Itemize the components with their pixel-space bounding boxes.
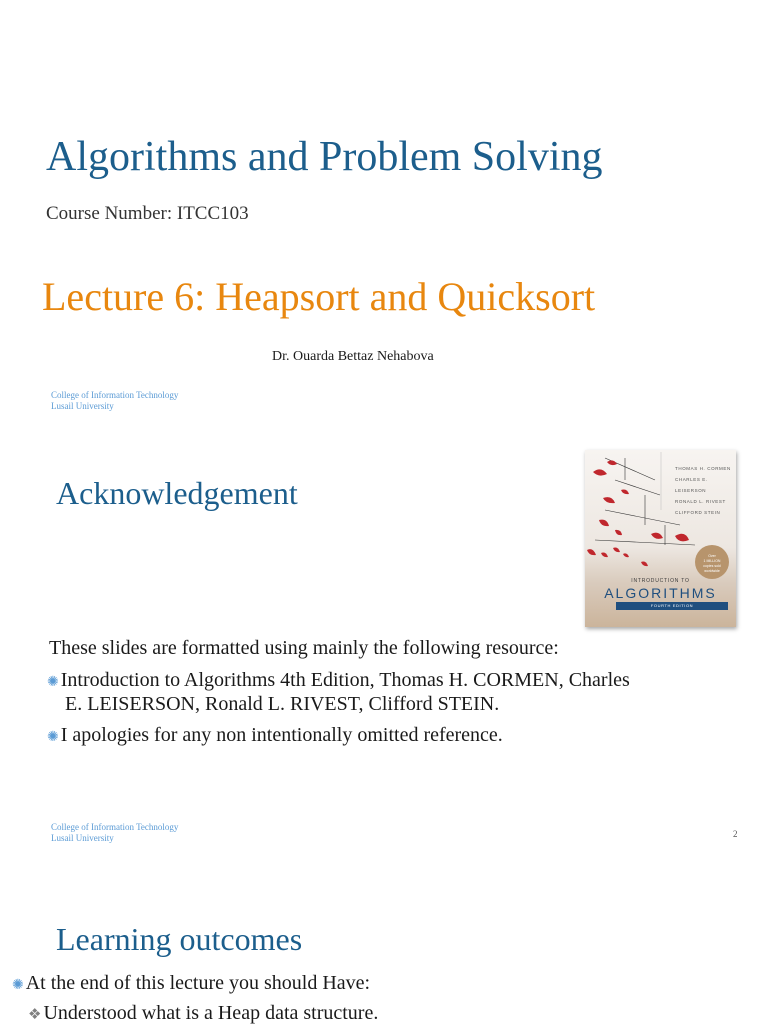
sub-list-item: ❖ Understood what is a Heap data structure. [28,1002,379,1024]
title-slide [0,0,768,432]
course-number: Course Number: ITCC103 [46,203,249,224]
book-edition: FOURTH EDITION [616,602,728,610]
author-name: Dr. Ouarda Bettaz Nehabova [272,349,434,364]
acknowledgement-intro: These slides are formatted using mainly the following resource: [49,637,559,659]
learning-outcomes-heading: Learning outcomes [56,921,303,957]
list-item: ✺ I apologies for any non intentionally omitted reference. [47,724,503,746]
acknowledgement-heading: Acknowledgement [56,475,298,511]
starburst-bullet-icon: ✺ [12,977,24,993]
starburst-bullet-icon: ✺ [47,729,59,745]
lecture-title: Lecture 6: Heapsort and Quicksort [42,274,596,319]
starburst-bullet-icon: ✺ [47,674,59,690]
book-badge: Over 1 MILLION copies sold worldwide [695,545,729,579]
book-title: ALGORITHMS [604,585,717,601]
diamond-bullet-icon: ❖ [28,1005,42,1023]
book-authors: THOMAS H. CORMEN CHARLES E. LEISERSON RONALD L. RIVEST CLIFFORD STEIN [675,466,731,515]
footer-college: College of Information Technology [51,822,179,832]
book-intro-text: INTRODUCTION TO [631,578,690,584]
footer-college: College of Information Technology [51,390,179,400]
list-item: ✺ Introduction to Algorithms 4th Edition, Thomas H. CORMEN, Charles [47,669,630,691]
learning-outcomes-slide [0,864,768,1024]
footer-university: Lusail University [51,401,114,411]
book-cover-image [585,450,736,627]
page-number: 2 [733,829,738,839]
list-item: ✺ At the end of this lecture you should Have: [12,972,371,994]
list-item-continuation: E. LEISERSON, Ronald L. RIVEST, Clifford STEIN. [65,693,500,715]
course-title: Algorithms and Problem Solving [46,134,603,180]
footer-university: Lusail University [51,833,114,843]
